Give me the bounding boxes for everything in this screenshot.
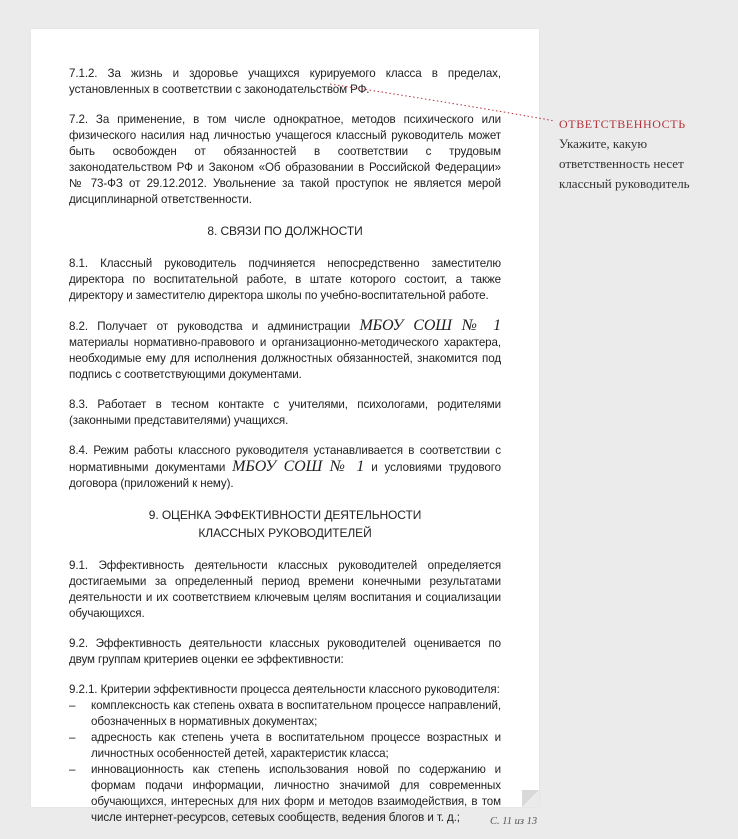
paragraph-8-4-end: и условиями трудового договора (приложений к нему).	[69, 461, 501, 490]
school-name: МБОУ СОШ № 1	[359, 317, 501, 334]
margin-note-title: ОТВЕТСТВЕННОСТЬ	[559, 117, 686, 131]
list-item-text: комплексность как степень охвата в воспитательном процессе направлений, обозначенных в нормативных документах;	[91, 699, 501, 728]
section-heading-9-line2: КЛАССНЫХ РУКОВОДИТЕЛЕЙ	[198, 526, 372, 540]
section-heading-9	[69, 506, 501, 542]
paragraph-9-2-1: 9.2.1. Критерии эффективности процесса деятельности классного руководителя:	[69, 683, 500, 696]
document-body	[69, 66, 501, 826]
document-page	[31, 29, 539, 827]
list-item	[69, 730, 501, 762]
paragraph-8-2-start: 8.2. Получает от руководства и администрации	[69, 320, 360, 333]
list-item-text: инновационность как степень использования новой по содержанию и формам подачи информации, личностно значимой для современных обучающихся, интересных для них форм и методов взаимодействия, в том числе интернет-ресурсов, сетевых сообществ, ведения блогов и т. д.;	[91, 763, 501, 824]
page-number: С. 11 из 13	[490, 816, 538, 827]
paragraph-9-1: 9.1. Эффективность деятельности классных руководителей определяется достигаемыми за определенный период времени конечными результатами деятельности и их соответствием ключевым целям воспитания и социализации обучающихся.	[69, 559, 501, 620]
dash-marker: –	[69, 699, 76, 712]
dash-marker: –	[69, 731, 76, 744]
paragraph-8-1: 8.1. Классный руководитель подчиняется непосредственно заместителю директора по воспитательной работе, в штате которого состоит, а также директору и заместителю директора школы по учебно-воспитательной работе.	[69, 257, 501, 302]
list-item-text: адресность как степень учета в воспитательном процессе возрастных и личностных особенностей детей, характеристик класса;	[91, 731, 501, 760]
paragraph-7-1-2: 7.1.2. За жизнь и здоровье учащихся курируемого класса в пределах, установленных в соответствии с законодательством РФ.	[69, 67, 501, 96]
paragraph-8-4	[69, 443, 501, 492]
page-corner-fold	[522, 790, 539, 807]
dash-marker: –	[69, 763, 76, 776]
section-heading-8: 8. СВЯЗИ ПО ДОЛЖНОСТИ	[207, 224, 363, 238]
list-item	[69, 762, 501, 826]
paragraph-8-3: 8.3. Работает в тесном контакте с учителями, психологами, родителями (законными представителями) учащихся.	[69, 398, 501, 427]
margin-note	[559, 116, 729, 194]
list-item	[69, 698, 501, 730]
section-heading-9-line1: 9. ОЦЕНКА ЭФФЕКТИВНОСТИ ДЕЯТЕЛЬНОСТИ	[148, 508, 422, 522]
paragraph-7-2: 7.2. За применение, в том числе однократное, методов психического или физического насилия над личностью учащегося классный руководитель может быть освобожден от обязанностей в соответствии с трудовым законодательством РФ и Законом «Об образовании в Российской Федерации» № 73-ФЗ от 29.12.2012. Увольнение за такой проступок не является мерой дисциплинарной ответственности.	[69, 113, 501, 206]
school-name: МБОУ СОШ № 1	[232, 458, 365, 475]
paragraph-8-4-start: 8.4. Режим работы классного руководителя устанавливается в соответствии с нормативными документами	[69, 444, 501, 474]
paragraph-8-2-end: материалы нормативно-правового и организационно-методического характера, необходимые ему для исполнения должностных обязанностей, знакомится под подпись с соответствующими документами.	[69, 336, 501, 381]
margin-note-text: Укажите, какую ответственность несет классный руководитель	[559, 136, 690, 191]
paragraph-8-2	[69, 318, 501, 383]
paragraph-9-2: 9.2. Эффективность деятельности классных руководителей оценивается по двум группам критериев оценки ее эффективности:	[69, 637, 501, 666]
criteria-list	[69, 698, 501, 826]
